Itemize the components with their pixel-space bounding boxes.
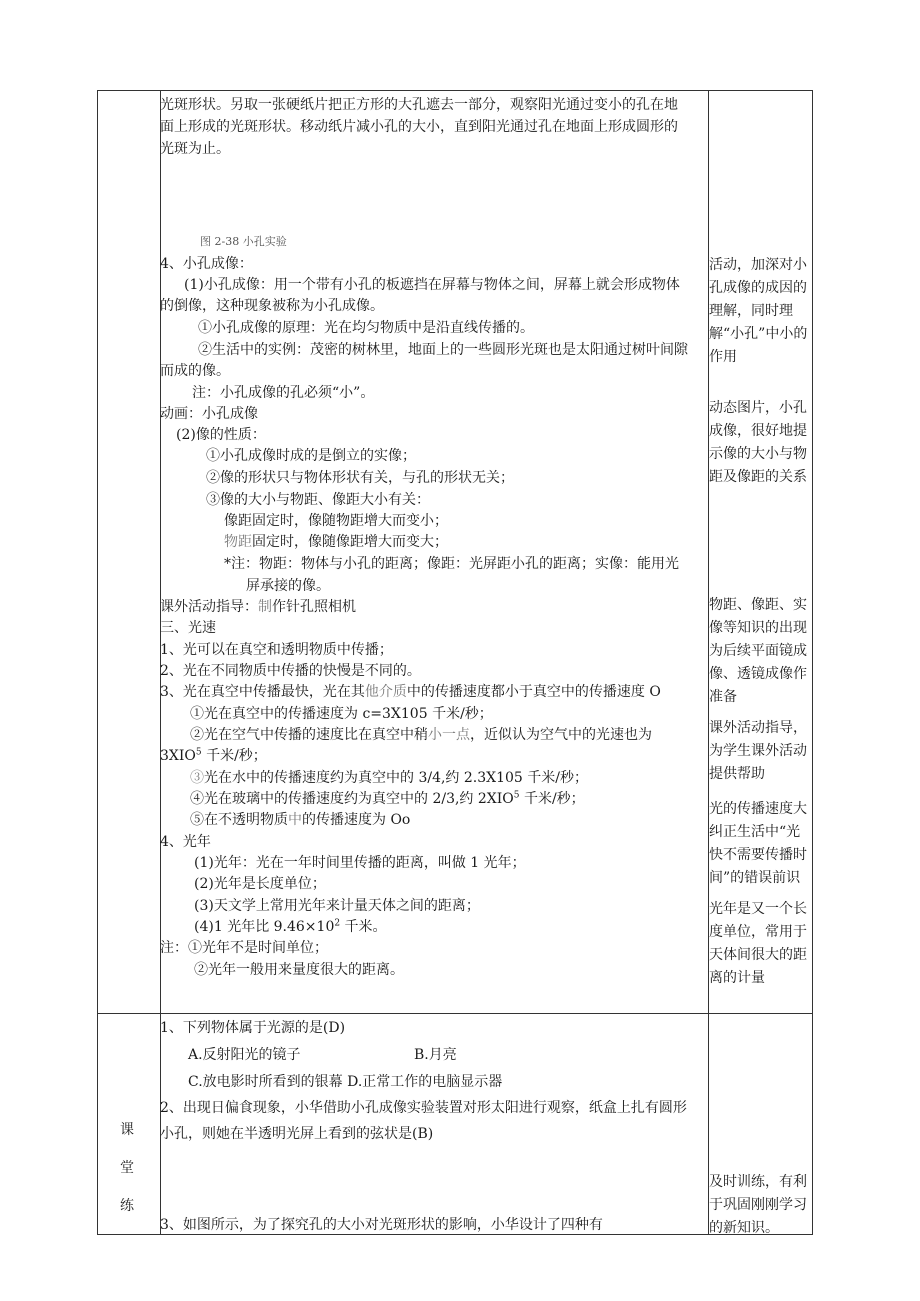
speed-in-opaque: ⑤在不透明物质中的传播速度为 Oo xyxy=(190,812,411,828)
light-year-1: (1)光年：光在一年时间里传播的距离，叫做 1 光年； xyxy=(194,855,526,871)
intro-line-3: 光斑为止。 xyxy=(160,141,230,157)
extracurricular-guide: 课外活动指导：制作针孔照相机 xyxy=(160,599,356,615)
light-year-4: (4)1 光年比 $9.46\times 10^2$ 千米。 xyxy=(194,918,387,935)
animation-label: 动画：小孔成像 xyxy=(160,406,258,422)
side-note-1: 活动，加深对小孔成像的成因的理解，同时理解“小孔”中小的作用 xyxy=(709,257,808,365)
practice-label-3: 练 xyxy=(120,1198,134,1214)
speed-in-glass: ④光在玻璃中的传播速度约为真空中的 2/3,约 2XIO$^5$ 千米/秒； xyxy=(190,790,585,807)
image-property-2: ②像的形状只与物体形状有关，与孔的形状无关； xyxy=(206,470,514,486)
row-divider xyxy=(98,1013,812,1014)
image-property-5: 物距固定时，像随像距增大而变大； xyxy=(224,534,448,550)
question-3: 3、如图所示，为了探究孔的大小对光斑形状的影响，小华设计了四种有 xyxy=(160,1217,603,1233)
question-2: 2、出现日偏食现象，小华借助小孔成像实验装置对形太阳进行观察，纸盒上扎有圆形 xyxy=(160,1100,687,1116)
pinhole-definition-cont: 的倒像，这种现象被称为小孔成像。 xyxy=(160,298,384,314)
pinhole-definition: (1)小孔成像：用一个带有小孔的板遮挡在屏幕与物体之间，屏幕上就会形成物体 xyxy=(184,277,680,293)
practice-label-1: 课 xyxy=(120,1122,134,1138)
image-property-3: ③像的大小与物距、像距大小有关： xyxy=(206,492,430,508)
side-note-5: 光的传播速度大纠正生活中“光快不需要传播时间”的错误前识 xyxy=(709,801,807,886)
image-property-1: ①小孔成像时成的是倒立的实像； xyxy=(206,448,416,464)
side-note-4: 课外活动指导，为学生课外活动提供帮助 xyxy=(709,720,807,782)
pinhole-example: ②生活中的实例：茂密的树林里，地面上的一些圆形光斑也是太阳通过树叶间隙 xyxy=(198,342,688,358)
light-year-2: (2)光年是长度单位； xyxy=(194,876,326,892)
image-properties-title: (2)像的性质： xyxy=(176,427,266,443)
intro-line-1: 光斑形状。另取一张硬纸片把正方形的大孔遮去一部分，观察阳光通过变小的孔在地 xyxy=(160,97,678,113)
speed-in-vacuum: ①光在真空中的传播速度为 c=3X105 千米/秒； xyxy=(190,706,493,722)
intro-line-2: 面上形成的光斑形状。移动纸片减小孔的大小，直到阳光通过孔在地面上形成圆形的 xyxy=(160,119,678,135)
question-1-option-a: A.反射阳光的镜子 xyxy=(188,1047,301,1063)
side-note-3: 物距、像距、实像等知识的出现为后续平面镜成像、透镜成像作准备 xyxy=(709,597,807,705)
light-year-3: (3)天文学上常用光年来计量天体之间的距离； xyxy=(194,898,480,914)
side-note-7: 及时训练，有利于巩固刚刚学习的新知识。 xyxy=(709,1174,807,1236)
side-note-6: 光年是又一个长度单位，常用于天体间很大的距离的计量 xyxy=(709,901,807,986)
terms-note-cont: 屏承接的像。 xyxy=(246,578,330,594)
question-1: 1、下列物体属于光源的是(D) xyxy=(160,1020,346,1036)
speed-in-air: ②光在空气中传播的速度比在真空中稍小一点，近似认为空气中的光速也为 xyxy=(190,727,652,743)
question-1-option-cd: C.放电影时所看到的银幕 D.正常工作的电脑显示器 xyxy=(188,1074,503,1090)
speed-in-water: ③光在水中的传播速度约为真空中的 3/4,约 2.3X105 千米/秒； xyxy=(190,770,589,786)
pinhole-example-cont: 而成的像。 xyxy=(160,363,230,379)
light-speed-point-2: 2、光在不同物质中传播的快慢是不同的。 xyxy=(160,663,421,679)
terms-note: *注：物距：物体与小孔的距离；像距：光屏距小孔的距离；实像：能用光 xyxy=(224,556,679,572)
light-speed-point-3: 3、光在真空中传播最快，光在其他介质中的传播速度都小于真空中的传播速度 O xyxy=(160,684,661,700)
pinhole-principle: ①小孔成像的原理：光在均匀物质中是沿直线传播的。 xyxy=(198,320,534,336)
section-light-speed-title: 三、光速 xyxy=(160,620,216,636)
image-property-4: 像距固定时，像随物距增大而变小； xyxy=(224,513,448,529)
side-note-2: 动态图片，小孔成像，很好地提示像的大小与物距及像距的关系 xyxy=(709,400,807,485)
light-year-note-2: ②光年一般用来量度很大的距离。 xyxy=(194,962,404,978)
question-2-cont: 小孔，则她在半透明光屏上看到的弦状是(B) xyxy=(160,1126,434,1142)
figure-caption: 图 2-38 小孔实验 xyxy=(200,235,287,248)
light-year-note-1: 注：①光年不是时间单位； xyxy=(160,940,328,956)
light-speed-point-1: 1、光可以在真空和透明物质中传播； xyxy=(160,642,393,658)
practice-label-2: 堂 xyxy=(120,1160,134,1176)
section-light-year-title: 4、光年 xyxy=(160,834,211,850)
pinhole-note: 注：小孔成像的孔必须“小”。 xyxy=(192,385,375,401)
speed-in-air-cont: 3XIO$^5$ 千米/秒； xyxy=(160,747,267,764)
question-1-option-b: B.月亮 xyxy=(414,1047,457,1063)
section-pinhole-title: 4、小孔成像： xyxy=(160,256,253,272)
